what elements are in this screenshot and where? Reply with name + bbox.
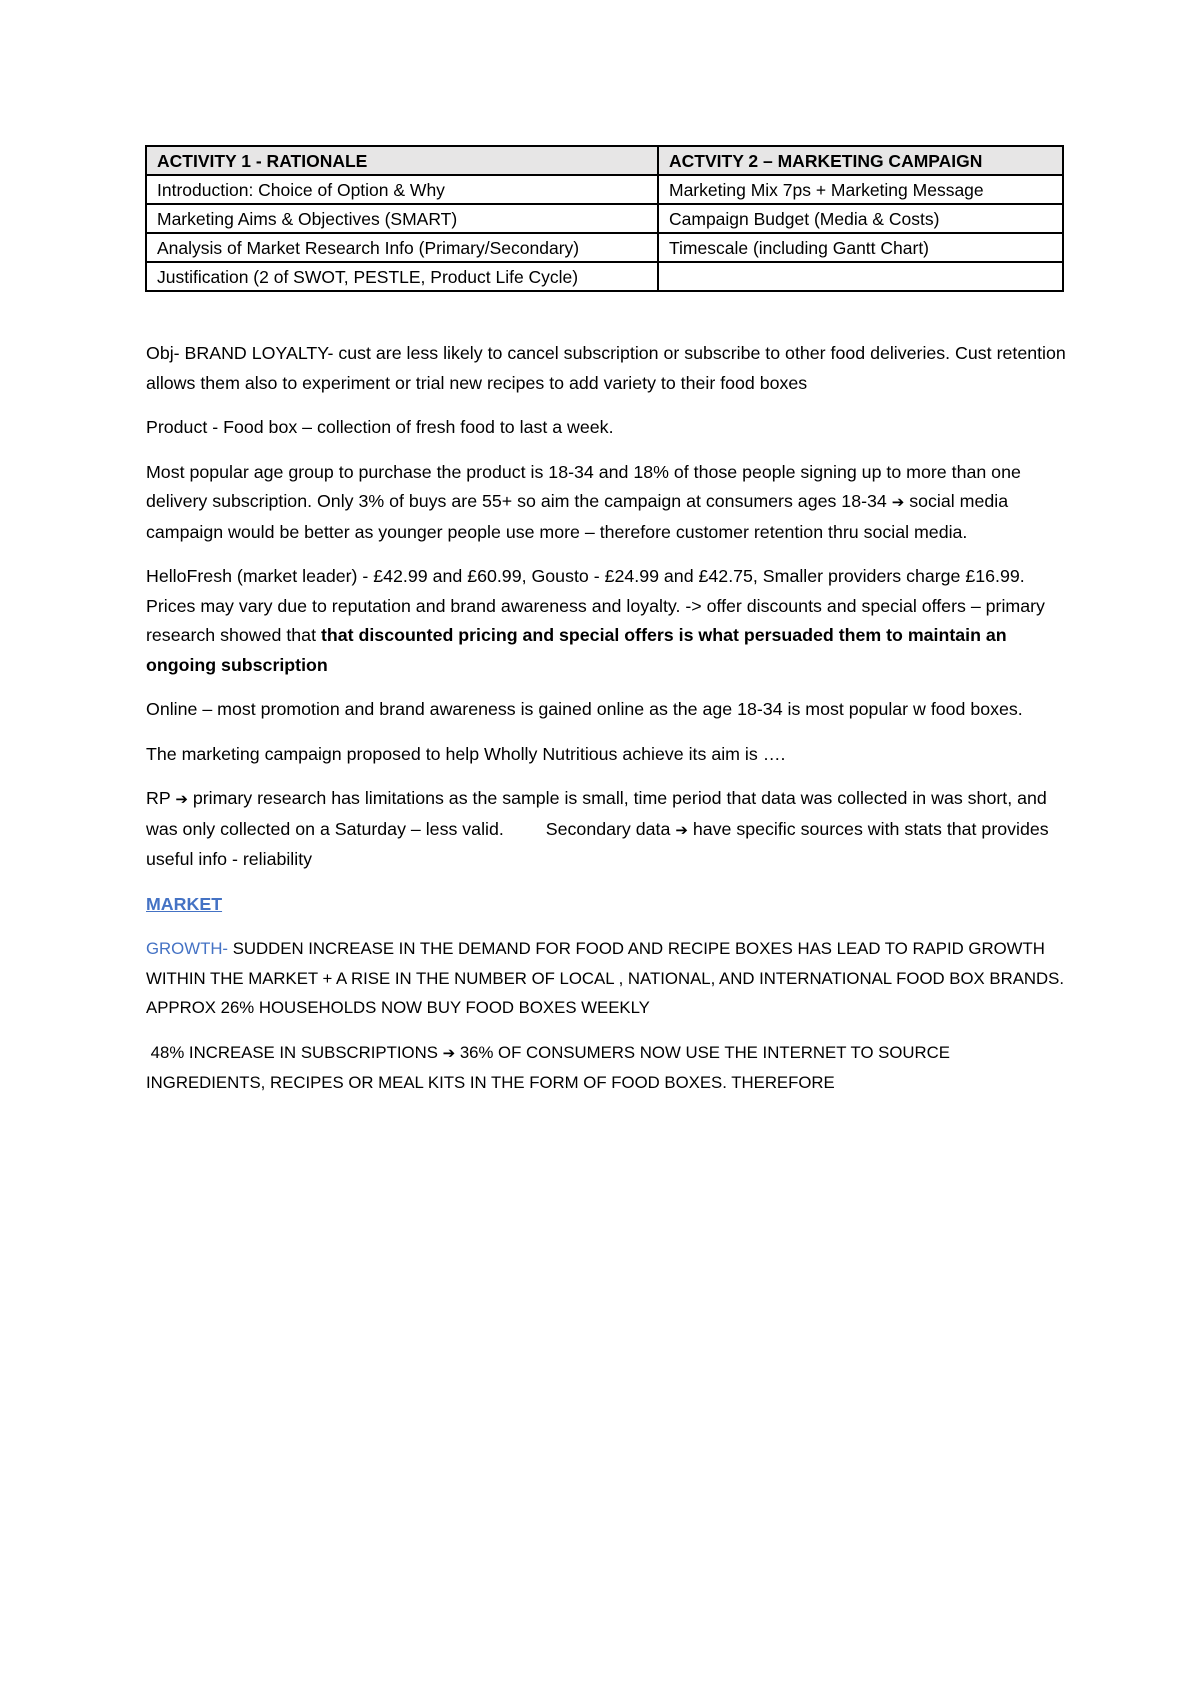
arrow-right-icon: ➔ <box>175 790 188 808</box>
market-heading-paragraph <box>146 890 1066 920</box>
campaign-paragraph: The marketing campaign proposed to help Wholly Nutritious achieve its aim is …. <box>146 743 786 764</box>
table-cell: Timescale (including Gantt Chart) <box>658 233 1063 262</box>
table-row <box>146 262 1063 291</box>
arrow-right-icon: ➔ <box>675 820 688 839</box>
table-cell: Introduction: Choice of Option & Why <box>146 175 658 204</box>
secondary-text: have specific sources with stats that provides useful info - reliability <box>146 818 1049 869</box>
table-row <box>146 233 1063 262</box>
table-cell: Justification (2 of SWOT, PESTLE, Product Life Cycle) <box>146 262 658 291</box>
growth-paragraph <box>146 934 1066 1023</box>
activity-plan-table <box>145 145 1064 292</box>
table-cell: Marketing Mix 7ps + Marketing Message <box>658 175 1063 204</box>
table-header-row <box>146 146 1063 175</box>
age-group-text: Most popular age group to purchase the product is 18-34 and 18% of those people signing up to more than one delivery subscription. Only 3% of buys are 55+ so aim the campaign at consumers ages 18-34 <box>146 461 1021 511</box>
pricing-text: HelloFresh (market leader) - £42.99 and £60.99, Gousto - £24.99 and £42.75, Smaller providers charge £16.99. Prices may vary due to reputation and brand awareness and loyalty. -> offer discounts and special offers – primary research showed that <box>146 566 1045 645</box>
table-cell: Campaign Budget (Media & Costs) <box>658 204 1063 233</box>
market-heading[interactable]: MARKET <box>146 893 223 914</box>
table-cell: Marketing Aims & Objectives (SMART) <box>146 204 658 233</box>
secondary-label: Secondary data <box>545 818 671 839</box>
research-paragraph <box>146 784 1066 875</box>
growth-text: SUDDEN INCREASE IN THE DEMAND FOR FOOD AND RECIPE BOXES HAS LEAD TO RAPID GROWTH WITHIN THE MARKET + A RISE IN THE NUMBER OF LOCAL , NATIONAL, AND INTERNATIONAL FOOD BOX BRANDS. APPROX 26% HOUSEHOLDS NOW BUY FOOD BOXES WEEKLY <box>146 939 1064 1017</box>
pricing-emphasis: that discounted pricing and special offers is what persuaded them to maintain an ongoing subscription <box>146 625 1007 675</box>
subscriptions-paragraph <box>146 1038 1066 1098</box>
table-cell: Analysis of Market Research Info (Primary/Secondary) <box>146 233 658 262</box>
objective-paragraph: Obj- BRAND LOYALTY- cust are less likely to cancel subscription or subscribe to other food deliveries. Cust retention allows them also to experiment or trial new recipes to add variety to their food boxes <box>146 343 1066 393</box>
arrow-right-icon: ➔ <box>442 1043 456 1062</box>
subscriptions-text: 48% INCREASE IN SUBSCRIPTIONS <box>150 1042 438 1062</box>
age-group-conclusion: social media campaign would be better as younger people use more – therefore customer retention thru social media. <box>146 491 1009 542</box>
arrow-right-icon: ➔ <box>891 493 905 511</box>
table-row <box>146 204 1063 233</box>
product-paragraph: Product - Food box – collection of fresh food to last a week. <box>146 417 614 437</box>
activity-1-header: ACTIVITY 1 - RATIONALE <box>146 146 658 175</box>
table-cell-empty <box>658 262 1063 291</box>
growth-label: GROWTH- <box>146 939 229 958</box>
age-group-paragraph <box>146 458 1066 548</box>
rp-label: RP <box>146 788 171 808</box>
subscriptions-conclusion: 36% OF CONSUMERS NOW USE THE INTERNET TO SOURCE INGREDIENTS, RECIPES OR MEAL KITS IN THE FORM OF FOOD BOXES. THEREFORE <box>146 1042 950 1092</box>
activity-2-header: ACTVITY 2 – MARKETING CAMPAIGN <box>658 146 1063 175</box>
notes-body <box>146 339 1066 1113</box>
rp-text: primary research has limitations as the sample is small, time period that data was collected in was short, and was only collected on a Saturday – less valid. <box>146 788 1047 839</box>
table-row <box>146 175 1063 204</box>
online-paragraph: Online – most promotion and brand awareness is gained online as the age 18-34 is most popular w food boxes. <box>146 699 1023 719</box>
pricing-paragraph <box>146 562 1066 680</box>
